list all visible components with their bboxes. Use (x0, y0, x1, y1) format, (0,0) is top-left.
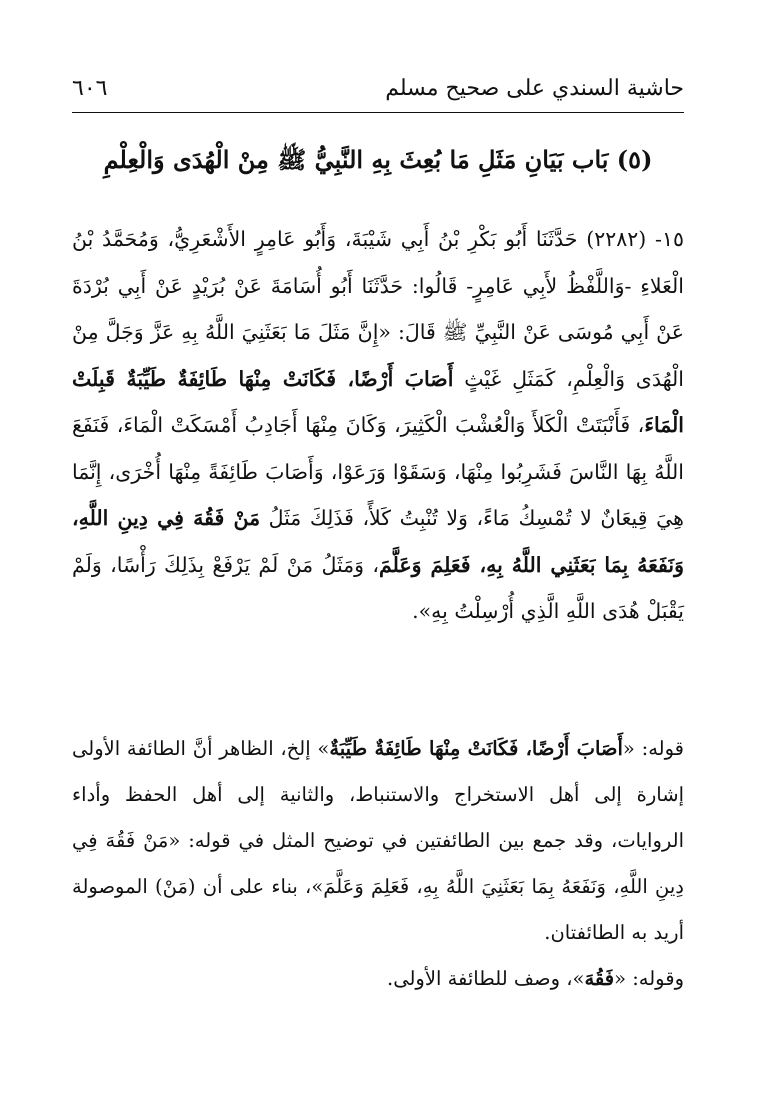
hadith-text (72, 216, 684, 635)
chapter-heading: (٥) بَاب بَيَانِ مَثَلِ مَا بُعِثَ بِهِ النَّبِيُّ ﷺ مِنْ الْهُدَى وَالْعِلْمِ (103, 145, 653, 174)
commentary-paragraph-2 (72, 956, 684, 1002)
page-header (72, 74, 684, 108)
hadith-text-part-1: ١٥- (٢٢٨٢) حَدَّثَنَا أَبُو بَكْرِ بْنُ أَبِي شَيْبَةَ، وَأَبُو عَامِرٍ الأَشْعَرِيُّ، وَمُحَمَّدُ بْنُ الْعَلاءِ -وَاللَّفْظُ لأَبِي عَامِرٍ- قَالُوا: حَدَّثَنَا أَبُو أُسَامَةَ عَنْ بُرَيْدٍ عَنْ أَبِي بُرْدَةَ عَنْ أَبِي مُوسَى عَنْ النَّبِيِّ ﷺ قَالَ: «إِنَّ مَثَلَ مَا بَعَثَنِيَ اللَّهُ بِهِ عَزَّ وَجَلَّ مِنْ الْهُدَى وَالْعِلْمِ، كَمَثَلِ غَيْثٍ (72, 227, 684, 391)
hadith-paragraph (72, 216, 684, 635)
header-rule (72, 112, 684, 113)
commentary-lead-1: قوله: « (622, 737, 684, 760)
commentary-quote-1: أَصَابَ أَرْضًا، فَكَانَتْ مِنْهَا طَائِفَةٌ طَيِّبَةٌ (329, 737, 623, 760)
hadith-bold-phrase-2: مَنْ فَقُهَ فِي دِينِ اللَّهِ، وَنَفَعَهُ بِمَا بَعَثَنِي اللَّهُ بِهِ، فَعَلِمَ وَعَلَّمَ (72, 506, 685, 577)
commentary-body-1: » إلخ، الظاهر أنَّ الطائفة الأولى إشارة إلى أهل الاستخراج والاستنباط، والثانية إلى أهل الحفظ وأداء الروايات، وقد جمع بين الطائفتين في توضيح المثل في قوله: «مَنْ فَقُهَ فِي دِينِ اللَّهِ، وَنَفَعَهُ بِمَا بَعَثَنِيَ اللَّهُ بِهِ، فَعَلِمَ وَعَلَّمَ»، بناء على أن (مَنْ) الموصولة أريد به الطائفتان. (72, 737, 684, 944)
commentary-paragraph-1 (72, 726, 684, 956)
running-title: حاشية السندي على صحيح مسلم (385, 76, 684, 101)
hadith-text-part-2: ، فَأَنْبَتَتْ الْكَلأَ وَالْعُشْبَ الْكَثِيرَ، وَكَانَ مِنْهَا أَجَادِبُ أَمْسَكَتْ الْمَاءَ، فَنَفَعَ اللَّهُ بِهَا النَّاسَ فَشَرِبُوا مِنْهَا، وَسَقَوْا وَرَعَوْا، وَأَصَابَ طَائِفَةً مِنْهَا أُخْرَى، إِنَّمَا هِيَ قِيعَانٌ لا تُمْسِكُ مَاءً، وَلا تُنْبِتُ كَلأً، فَذَلِكَ مَثَلُ (72, 413, 684, 530)
page-number: ٦٠٦ (72, 76, 108, 101)
hadith-text-part-3: ، وَمَثَلُ مَنْ لَمْ يَرْفَعْ بِذَلِكَ رَأْسًا، وَلَمْ يَقْبَلْ هُدَى اللَّهِ الَّذِي أُرْسِلْتُ بِهِ». (72, 552, 684, 623)
commentary-quote-2: فَقُهَ (584, 967, 615, 990)
commentary-text (72, 726, 684, 1002)
commentary-body-2: »، وصف للطائفة الأولى. (387, 967, 585, 990)
hadith-bold-phrase-1: أَصَابَ أَرْضًا، فَكَانَتْ مِنْهَا طَائِفَةٌ طَيِّبَةٌ قَبِلَتْ الْمَاءَ (72, 366, 684, 437)
commentary-lead-2: وقوله: « (614, 967, 684, 990)
